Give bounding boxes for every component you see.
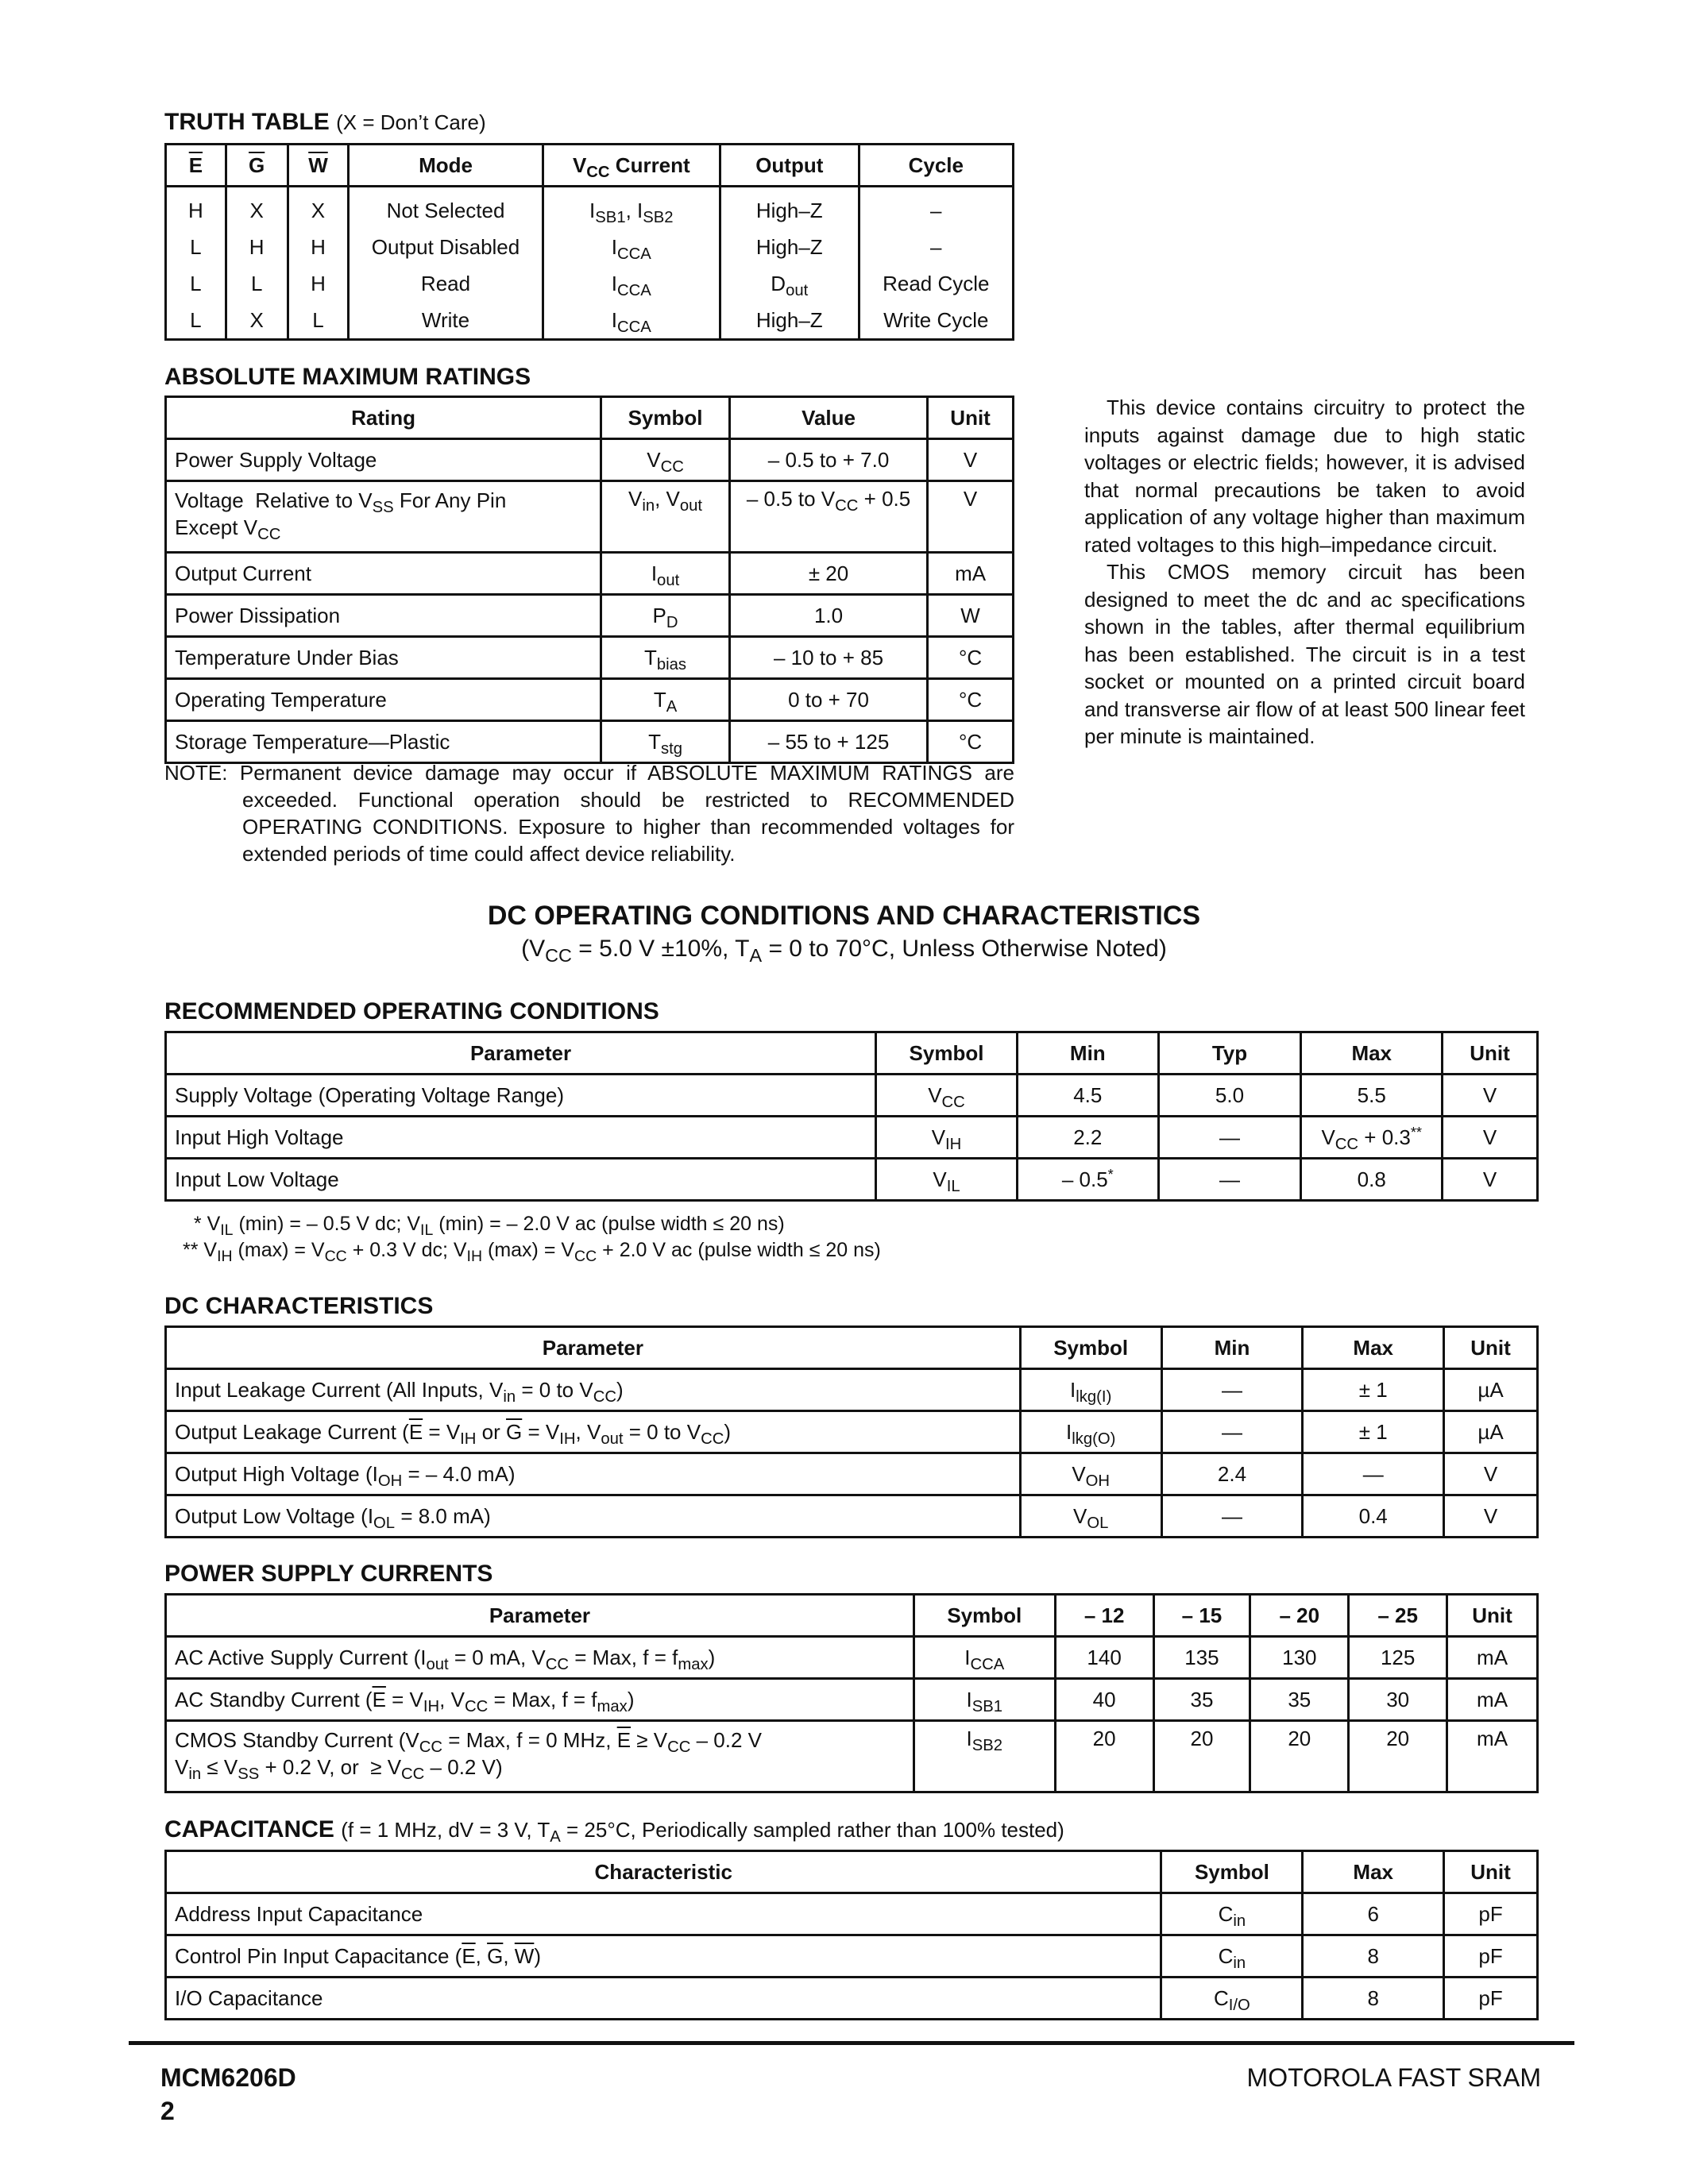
dc-char-header-row: Parameter Symbol Min Max Unit [166,1327,1538,1369]
truth-table-title: TRUTH TABLE [164,109,330,135]
abs-max-title: ABSOLUTE MAXIMUM RATINGS [164,364,531,390]
table-row: H X X Not Selected $I_{SB1}$, $I_{SB2}$ High–Z – [166,187,1014,230]
footer-rule [129,2041,1574,2045]
table-row: Power Supply Voltage $V_{CC}$ – 0.5 to + 7.0 V [166,439,1014,481]
truth-col-g: $\overline{G}$ [226,145,288,187]
table-row: Output Current $I_{out}$ ± 20 mA [166,553,1014,595]
table-row: Storage Temperature—Plastic $T_{stg}$ – 55 to + 125 °C [166,721,1014,763]
footer-part-number: MCM6206D [160,2063,296,2092]
table-row: L X L Write $I_{CCA}$ High–Z Write Cycle [166,302,1014,340]
table-row: Temperature Under Bias $T_{bias}$ – 10 to + 85 °C [166,637,1014,679]
table-row: Address Input Capacitance $C_{in}$ 6 pF [166,1893,1538,1935]
truth-col-output: Output [720,145,859,187]
psc-header-row: Parameter Symbol – 12 – 15 – 20 – 25 Unit [166,1595,1538,1637]
footnote-1: * $V_{IL}$ (min) = – 0.5 V dc; $V_{IL}$ (min) = – 2.0 V ac (pulse width ≤ 20 ns) [183,1213,785,1239]
footer-brand: MOTOROLA FAST SRAM [1246,2063,1541,2092]
truth-table [164,143,1014,341]
protection-paragraph: This device contains circuitry to protect the inputs against damage due to high static voltages or electric fields; however, it is advised that normal precautions be taken to avoid application of any voltage higher than maximum rated voltages to this high–impedance circuit. [1084,396,1525,557]
table-row: Power Dissipation $P_D$ 1.0 W [166,595,1014,637]
table-row: Input Low Voltage $V_{IL}$ – 0.5* — 0.8 V [166,1159,1538,1201]
table-row: L L H Read $I_{CCA}$ $D_{out}$ Read Cycle [166,265,1014,302]
dc-char-table [164,1325,1539,1538]
test-conditions-paragraph: This CMOS memory circuit has been designed to meet the dc and ac specifications shown in the tables, after thermal equilibrium has been established. The circuit is in a test socket or mounted on a printed circuit board and transverse air flow of at least 500 linear feet per minute is maintained. [1084,560,1525,748]
protection-notice [1084,394,1525,751]
cap-table [164,1850,1539,2020]
truth-table-header-row [166,145,1014,187]
table-row: Input High Voltage $V_{IH}$ 2.2 — $V_{CC} + 0.3^{**}$ V [166,1117,1538,1159]
rec-op-title: RECOMMENDED OPERATING CONDITIONS [164,998,659,1024]
psc-title: POWER SUPPLY CURRENTS [164,1561,493,1587]
table-row: AC Active Supply Current ($I_{out} = 0$ mA, $V_{CC}$ = Max, $f = f_{max}$) $I_{CCA}$ 140 135 130 125 mA [166,1637,1538,1679]
rec-op-table [164,1031,1539,1202]
footer-page-number: 2 [160,2097,175,2125]
dc-char-title: DC CHARACTERISTICS [164,1293,434,1319]
cap-subtitle: (f = 1 MHz, dV = 3 V, $T_A = 25^\circ C$, Periodically sampled rather than 100% tested) [341,1818,1064,1846]
dc-section-subtitle: ($V_{CC} = 5.0$ V ±10%, $T_A = 0$ to 70°C, Unless Otherwise Noted) [521,936,1167,967]
rec-op-footnotes [183,1211,881,1264]
truth-col-e: $\overline{E}$ [166,145,226,187]
abs-max-note: NOTE: Permanent device damage may occur if ABSOLUTE MAXIMUM RATINGS are exceeded. Functional operation should be restricted to RECOMMENDED OPERATING CONDITIONS. Exposure to higher than recommended voltages for extended periods of time could affect device reliability. [164,761,1014,866]
footnote-2: ** $V_{IH}$ $(\max) = V_{CC} + 0.3$ V dc; $V_{IH}$ $(\max) = V_{CC} + 2.0$ V ac (pulse width ≤ 20 ns) [183,1239,881,1265]
psc-table [164,1593,1539,1793]
truth-col-cycle: Cycle [859,145,1013,187]
table-row: Voltage Relative to $V_{SS}$ For Any Pin Except $V_{CC}$ $V_{in}$, $V_{out}$ – 0.5 to $V_{CC} + 0.5$ V [166,481,1014,553]
dc-section-title: DC OPERATING CONDITIONS AND CHARACTERISTICS [487,901,1201,931]
truth-table-subtitle: (X = Don’t Care) [336,110,486,134]
cap-header-row: Characteristic Symbol Max Unit [166,1851,1538,1893]
table-row: AC Standby Current ($\overline{E} = V_{IH}$, $V_{CC}$ = Max, $f = f_{max}$) $I_{SB1}$ 40 35 35 30 mA [166,1679,1538,1721]
truth-col-mode: Mode [349,145,543,187]
table-row: Control Pin Input Capacitance ($\overline{E}$, $\overline{G}$, $\overline{W}$) $C_{in}$ 8 pF [166,1935,1538,1978]
truth-table-heading [164,109,486,136]
cap-heading [164,1816,1064,1846]
table-row: Supply Voltage (Operating Voltage Range) $V_{CC}$ 4.5 5.0 5.5 V [166,1075,1538,1117]
table-row: Output High Voltage ($I_{OH}$ = – 4.0 mA) $V_{OH}$ 2.4 — V [166,1453,1538,1495]
table-row: Operating Temperature $T_A$ 0 to + 70 °C [166,679,1014,721]
abs-max-header-row: Rating Symbol Value Unit [166,397,1014,439]
abs-max-table [164,396,1014,764]
truth-col-w: $\overline{W}$ [288,145,349,187]
table-row: Output Low Voltage ($I_{OL} = 8.0$ mA) $V_{OL}$ — 0.4 V [166,1495,1538,1538]
table-row: Input Leakage Current (All Inputs, $V_{in} = 0$ to $V_{CC}$) $I_{lkg(I)}$ — ± 1 µA [166,1369,1538,1411]
rec-op-header-row: Parameter Symbol Min Typ Max Unit [166,1032,1538,1075]
table-row: I/O Capacitance $C_{I/O}$ 8 pF [166,1978,1538,2020]
cap-title: CAPACITANCE [164,1816,334,1843]
table-row: L H H Output Disabled $I_{CCA}$ High–Z – [166,229,1014,265]
table-row: CMOS Standby Current ($V_{CC}$ = Max, f = 0 MHz, $\overline{E} \ge V_{CC} - 0.2$ V $V_{in} \le V_{SS} + 0.2$ V, or ≥ $V_{CC} - 0.2$ V) $I_{SB2}$ 20 20 20 20 mA [166,1721,1538,1792]
truth-col-vcc-current: $V_{CC}$ Current [543,145,720,187]
table-row: Output Leakage Current ($\overline{E} = V_{IH}$ or $\overline{G} = V_{IH}$, $V_{out} = 0$ to $V_{CC}$) $I_{lkg(O)}$ — ± 1 µA [166,1411,1538,1453]
